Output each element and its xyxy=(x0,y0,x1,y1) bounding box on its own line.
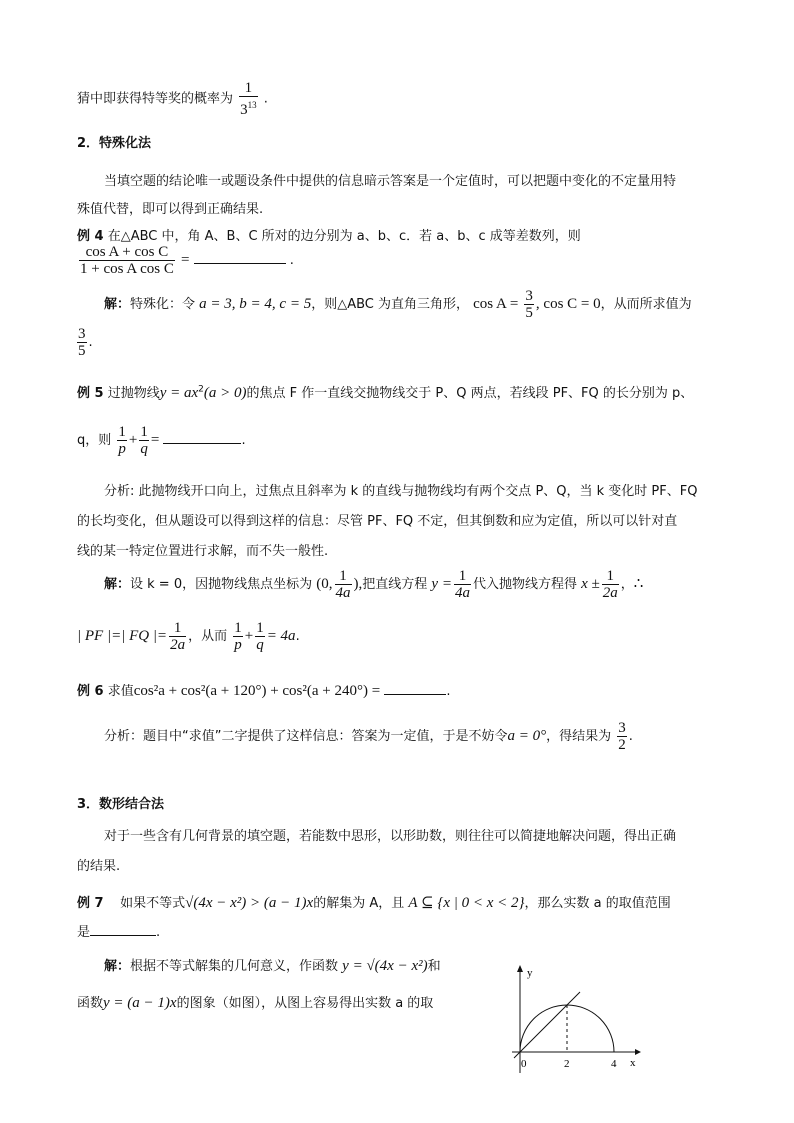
tick-label-2: 2 xyxy=(564,1058,570,1070)
example-7-question: 例 7 如果不等式√(4x − x²) > (a − 1)x的解集为 A，且 A ⊆ {x | 0 < x < 2}，那么实数 a 的取值范围 xyxy=(77,895,671,911)
example-6-analysis: 分析：题目中“求值”二字提供了这样信息：答案为一定值，于是不妨令a = 0°，得结果为 $\frac{3}{2}$ . xyxy=(104,720,633,753)
section-heading-2: 2．特殊化法 xyxy=(77,136,152,151)
example-6-question: 例 6 求值cos²a + cos²(a + 120°) + cos²(a + 240°) = . xyxy=(77,683,451,699)
answer-blank xyxy=(90,923,156,936)
example-7-blank-line: 是 . xyxy=(77,925,161,940)
example-4-expression: $\frac{\text{cos A + cos C}}{\text{1 + cos A cos C}}$ = . xyxy=(80,244,294,277)
example-5-question: 例 5 过抛物线$y = ax^2(a > 0)$的焦点 F 作一直线交抛物线交于 P、Q 两点，若线段 PF、FQ 的长分别为 p、 xyxy=(77,384,694,401)
example-7-solution-1: 解：根据不等式解集的几何意义，作函数 y = √(4x − x²)和 xyxy=(104,958,441,974)
tick-label-4: 4 xyxy=(611,1058,617,1070)
section-2-intro-2: 殊值代替，即可以得到正确结果. xyxy=(77,202,264,217)
example-7-solution-2: 函数y = (a − 1)x的图象（如图），从图上容易得出实数 a 的取 xyxy=(77,995,434,1011)
origin-label: 0 xyxy=(521,1058,527,1070)
example-5-solution-2: | PF |=| FQ |= $\frac{1}{2a}$ ，从而 $\frac{1}{p}$ + $\frac{1}{q}$ = 4a. xyxy=(77,620,300,653)
example-5-analysis-3: 线的某一特定位置进行求解，而不失一般性. xyxy=(77,544,329,559)
line-through-origin xyxy=(514,992,580,1058)
probability-fraction: $\frac{1}{3^{13}}$ xyxy=(240,80,257,118)
answer-blank xyxy=(163,431,241,444)
example-4-solution: 解：特殊化：令 a = 3, b = 4, c = 5，则△ABC 为直角三角形， cos A = $\frac{3}{5}$ , cos C = 0，从而所求值为 xyxy=(104,288,692,321)
probability-line: 猜中即获得特等奖的概率为 $\frac{1}{3^{13}}$ . xyxy=(77,80,268,118)
answer-blank xyxy=(384,682,446,695)
y-axis-label: y xyxy=(527,967,533,979)
example-5-solution-1: 解：设 k = 0，因抛物线焦点坐标为 (0, $\frac{1}{4a}$ ),把直线方程 y = $\frac{1}{4a}$ 代入抛物线方程得 x ± $\frac{1}{2a}$ ，∴ xyxy=(104,568,644,601)
example-4-fraction: $\frac{\text{cos A + cos C}}{\text{1 + cos A cos C}}$ xyxy=(80,244,174,277)
x-axis-arrow xyxy=(635,1049,641,1055)
example-4-answer: $\frac{3}{5}$ . xyxy=(78,326,93,359)
example-4-question: 例 4 在△ABC 中，角 A、B、C 所对的边分别为 a、b、c．若 a、b、c 成等差数列，则 xyxy=(77,229,581,244)
section-heading-3: 3．数形结合法 xyxy=(77,797,165,812)
section-3-intro-2: 的结果. xyxy=(77,859,121,874)
x-axis-label: x xyxy=(630,1057,636,1069)
answer-blank xyxy=(194,251,286,264)
example-5-expression: q，则 $\frac{1}{p}$ + $\frac{1}{q}$ = . xyxy=(77,424,246,457)
example-5-analysis-1: 分析: 此抛物线开口向上，过焦点且斜率为 k 的直线与抛物线均有两个交点 P、Q，当 k 变化时 PF、FQ xyxy=(104,484,698,499)
example-5-analysis-2: 的长均变化，但从题设可以得到这样的信息：尽管 PF、FQ 不定，但其倒数和应为定值，所以可以针对直 xyxy=(77,514,678,529)
semicircle-figure xyxy=(500,960,650,1075)
section-3-intro-1: 对于一些含有几何背景的填空题，若能数中思形，以形助数，则往往可以简捷地解决问题，得出正确 xyxy=(104,829,677,844)
section-2-intro-1: 当填空题的结论唯一或题设条件中提供的信息暗示答案是一个定值时，可以把题中变化的不定量用特 xyxy=(104,174,677,189)
y-axis-arrow xyxy=(517,965,523,972)
